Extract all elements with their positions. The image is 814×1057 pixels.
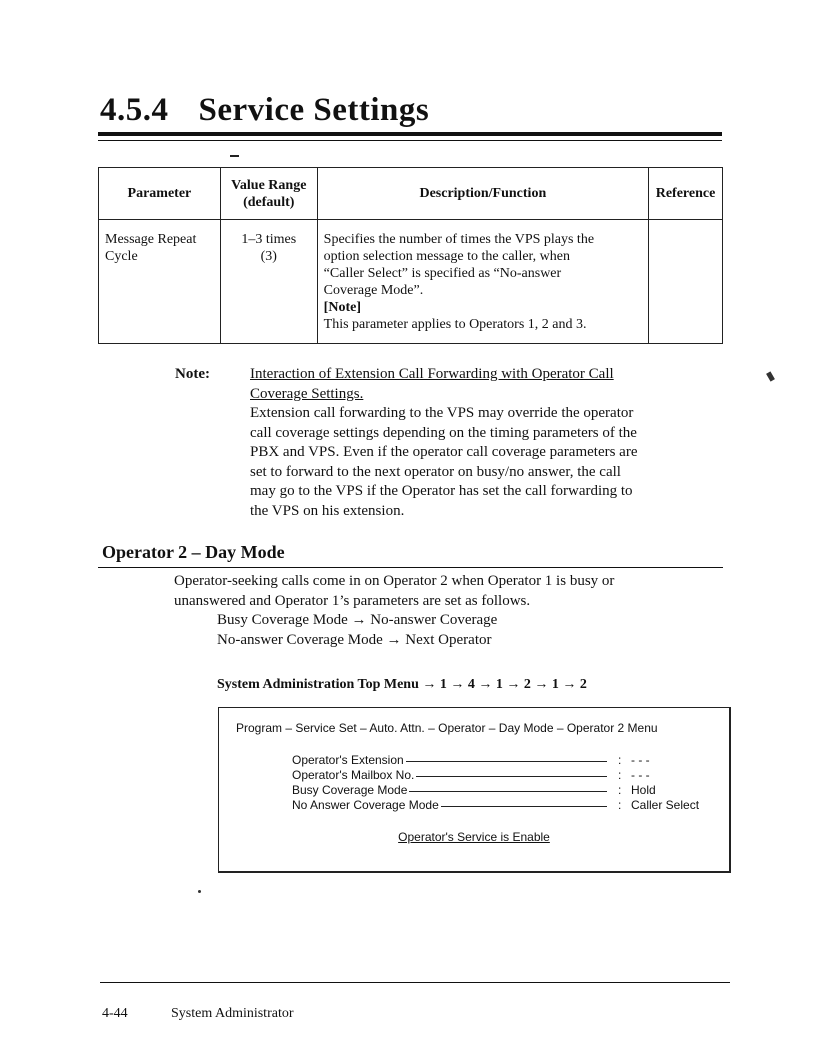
note-heading-line: Coverage Settings. [250, 385, 364, 402]
header-value-range-line2: (default) [243, 194, 295, 210]
section-number: 4.5.4 [100, 92, 169, 128]
screen-status [219, 830, 729, 844]
screen-row [292, 753, 707, 768]
note-label: Note: [175, 366, 210, 382]
footer-page-number: 4-44 [102, 1006, 128, 1021]
menu-screen [218, 707, 731, 873]
screen-row-value: Caller Select [631, 798, 700, 812]
header-reference: Reference [649, 168, 723, 220]
screen-row-label: No Answer Coverage Mode [292, 798, 439, 812]
note-body-line: may go to the VPS if the Operator has set the call forwarding to [250, 483, 633, 499]
setting-line: Busy Coverage Mode → No-answer Coverage [217, 612, 498, 628]
parameter-table [98, 167, 723, 344]
screen-row-colon: : [618, 753, 622, 767]
parameter-line: Cycle [105, 249, 138, 264]
screen-row-value: - - - [631, 768, 650, 782]
table-note-header: [Note] [323, 300, 361, 315]
description-line: Coverage Mode”. [323, 283, 424, 298]
screen-row-label: Operator's Extension [292, 753, 404, 767]
table-header-row [99, 168, 723, 220]
screen-row-label: Busy Coverage Mode [292, 783, 408, 797]
screen-row-colon: : [618, 768, 622, 782]
table-note-text: This parameter applies to Operators 1, 2 and 3. [323, 317, 587, 332]
cell-reference [649, 220, 723, 344]
table-row [99, 220, 723, 344]
note-body-line: Extension call forwarding to the VPS may override the operator [250, 405, 634, 421]
screen-row-value: - - - [631, 753, 650, 767]
title-rule-thin [98, 140, 722, 141]
stray-dot [198, 890, 201, 893]
screen-header: Program – Service Set – Auto. Attn. – Operator – Day Mode – Operator 2 Menu [236, 721, 658, 735]
note-body-line: PBX and VPS. Even if the operator call coverage parameters are [250, 444, 638, 460]
screen-row-colon: : [618, 798, 622, 812]
menu-path: System Administration Top Menu → 1 → 4 → 1 → 2 → 1 → 2 [217, 677, 587, 692]
setting-line: No-answer Coverage Mode → Next Operator [217, 631, 492, 648]
header-value-range [220, 168, 317, 220]
value-range-text: 1–3 times [241, 232, 297, 247]
operator-heading-rule [98, 567, 723, 568]
note-heading-line: Interaction of Extension Call Forwarding with Operator Call [250, 366, 614, 382]
operator-section-heading: Operator 2 – Day Mode [102, 542, 285, 562]
description-line: Specifies the number of times the VPS plays the [323, 232, 595, 247]
intro-line: unanswered and Operator 1’s parameters are set as follows. [174, 592, 531, 609]
footer-rule [100, 982, 730, 983]
stray-mark [230, 155, 239, 157]
screen-row [292, 798, 707, 813]
note-body [250, 365, 690, 521]
screen-row-value: Hold [631, 783, 656, 797]
parameter-line: Message Repeat [105, 232, 197, 247]
description-line: option selection message to the caller, when [323, 249, 570, 264]
screen-status-text: Operator's Service is Enable [398, 830, 550, 844]
description-line: “Caller Select” is specified as “No-answer [323, 266, 562, 281]
intro-line: Operator-seeking calls come in on Operator 2 when Operator 1 is busy or [174, 573, 615, 589]
cell-description [317, 220, 648, 344]
operator-intro [174, 572, 730, 650]
screen-row-label: Operator's Mailbox No. [292, 768, 415, 782]
default-value-text: (3) [260, 249, 277, 264]
section-title [100, 92, 429, 129]
cell-value-range [220, 220, 317, 344]
section-title-text: Service Settings [198, 92, 430, 128]
note-body-line: call coverage settings depending on the timing parameters of the [250, 424, 637, 441]
footer-title: System Administrator [171, 1006, 294, 1021]
margin-mark [766, 371, 775, 381]
screen-row-colon: : [618, 783, 622, 797]
header-value-range-line1: Value Range [231, 177, 307, 193]
note-body-line: set to forward to the next operator on busy/no answer, the call [250, 463, 621, 480]
screen-row [292, 768, 707, 783]
title-rule-thick [98, 132, 722, 136]
header-parameter: Parameter [99, 168, 221, 220]
header-description: Description/Function [317, 168, 648, 220]
note-body-line: the VPS on his extension. [250, 502, 405, 519]
cell-parameter [99, 220, 221, 344]
screen-row [292, 783, 707, 798]
